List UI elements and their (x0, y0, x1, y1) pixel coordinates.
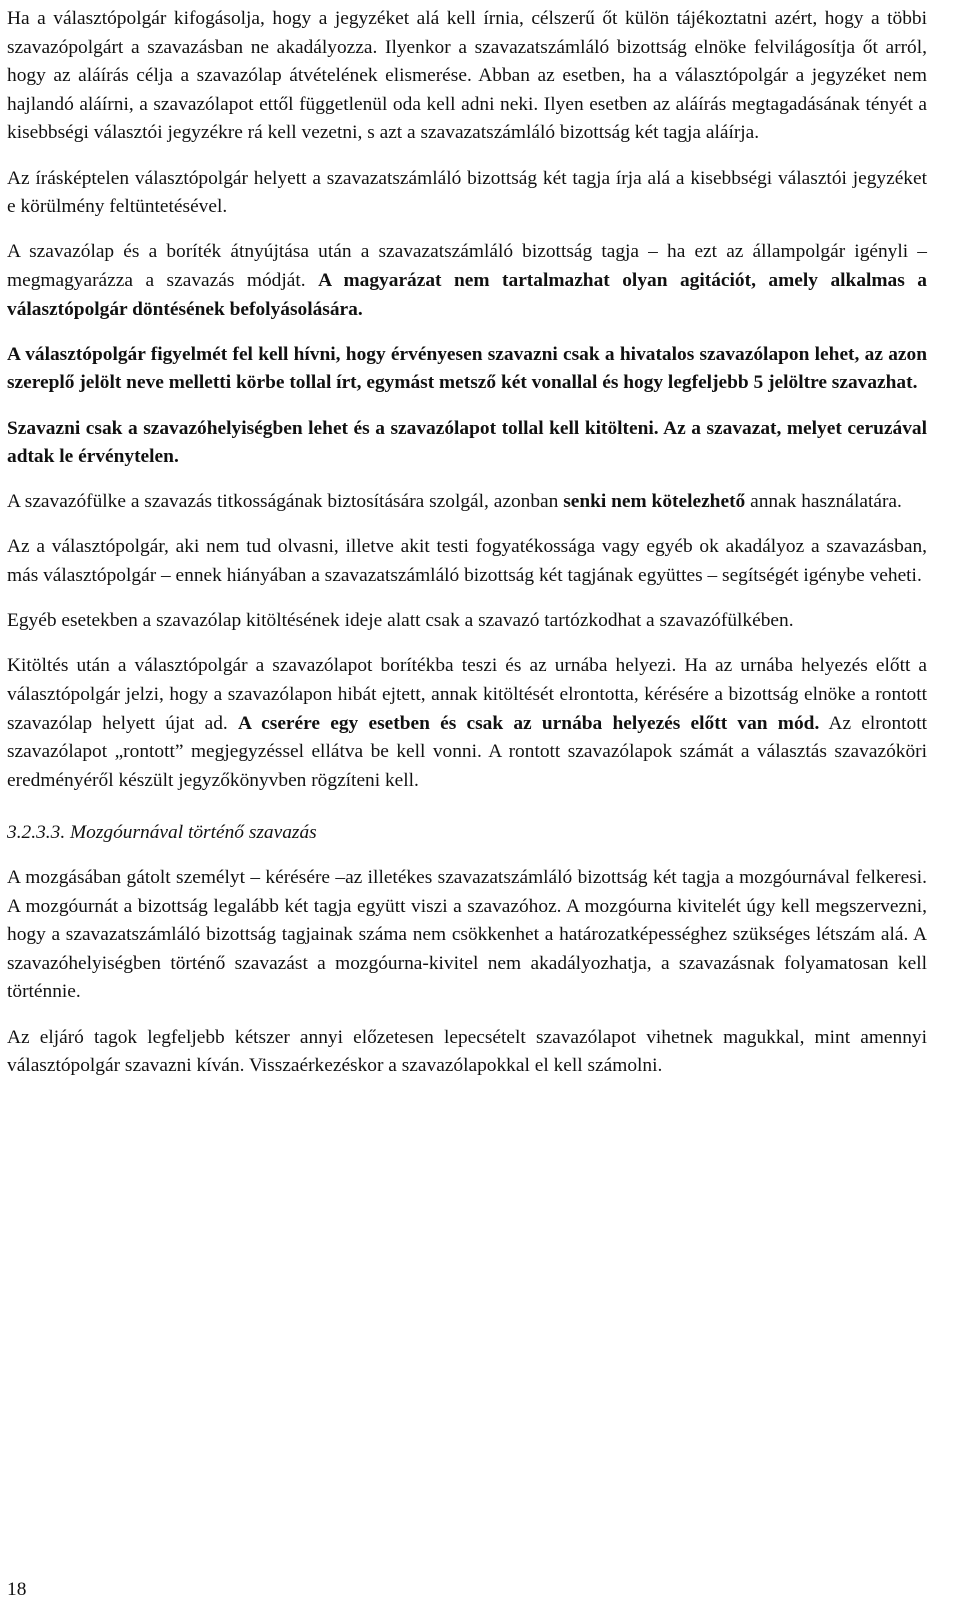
paragraph (7, 238, 927, 324)
bold-text: A választópolgár figyelmét fel kell hívni, hogy érvényesen szavazni csak a hivatalos szavazólapon lehet, az azon szereplő jelölt neve melletti körbe tollal írt, egymást metsző két vonallal és hogy legfeljebb 5 jelöltre szavazhat. (7, 343, 927, 394)
bold-text: A cserére egy esetben és csak az urnába helyezés előtt van mód. (238, 712, 820, 734)
bold-text: Szavazni csak a szavazóhelyiségben lehet és a szavazólapot tollal kell kitölteni. Az a szavazat, melyet ceruzával adtak le érvénytelen. (7, 417, 927, 468)
paragraph (7, 415, 927, 472)
paragraph-text: A szavazófülke a szavazás titkosságának biztosítására szolgál, azonban (7, 491, 564, 513)
paragraph-text: A szavazólap és a boríték átnyújtása után a szavazatszámláló bizottság tagja – ha ezt az állampolgár igényli – megmagyarázza a szavazás módját. (7, 241, 927, 291)
paragraph-text: Kitöltés után a választópolgár a szavazólapot borítékba teszi és az urnába helyezi. Ha az urnába helyezés előtt a választópolgár jelzi, hogy a szavazólapon hibát ejtett, annak kitöltését elrontotta, kérésére a bizottság elnöke a rontott szavazólap helyett újat ad. (7, 655, 927, 734)
paragraph: A mozgásában gátolt személyt – kérésére –az illetékes szavazatszámláló bizottság két tagja a mozgóurnával felkeresi. A mozgóurnát a bizottság legalább két tagja együtt viszi a szavazóhoz. A mozgóurna kivitelét úgy kell megszervezni, hogy a szavazatszámláló bizottság tagjainak száma nem csökkenhet a határozatképességhez szükséges létszám alá. A szavazóhelyiségben történő szavazást a mozgóurna-kivitel nem akadályozhatja, a szavazásnak folyamatosan kell történnie. (7, 867, 927, 1003)
bold-text: A magyarázat nem tartalmazhat olyan agitációt, amely alkalmas a választópolgár döntésének befolyásolására. (7, 269, 927, 320)
page-number: 18 (7, 1579, 27, 1600)
paragraph (7, 488, 927, 517)
bold-text: senki nem kötelezhető (563, 491, 746, 513)
paragraph: Az eljáró tagok legfeljebb kétszer annyi előzetesen lepecsételt szavazólapot vihetnek magukkal, mint amennyi választópolgár szavazni kíván. Visszaérkezéskor a szavazólapokkal el kell számolni. (7, 1026, 927, 1077)
paragraph-text: annak használatára. (745, 491, 902, 513)
paragraph: Az a választópolgár, aki nem tud olvasni, illetve akit testi fogyatékossága vagy egyéb ok akadályoz a szavazásban, más választópolgár – ennek hiányában a szavazatszámláló bizottság két tagjának együttes – segítségét igénybe veheti. (7, 536, 927, 587)
paragraph (7, 341, 927, 398)
paragraph: Egyéb esetekben a szavazólap kitöltésének ideje alatt csak a szavazó tartózkodhat a szavazófülkében. (7, 610, 794, 632)
section-heading: 3.2.3.3. Mozgóurnával történő szavazás (7, 822, 317, 844)
paragraph (7, 652, 927, 795)
document-page (7, 5, 927, 1097)
paragraph-text: Az elrontott szavazólapot „rontott” megjegyzéssel ellátva be kell vonni. A rontott szavazólapok számát a választás szavazóköri eredményéről készült jegyzőkönyvben rögzíteni kell. (7, 712, 928, 791)
paragraph: Az írásképtelen választópolgár helyett a szavazatszámláló bizottság két tagja írja alá a kisebbségi választói jegyzéket e körülmény feltüntetésével. (7, 167, 927, 218)
paragraph: Ha a választópolgár kifogásolja, hogy a jegyzéket alá kell írnia, célszerű őt külön tájékoztatni azért, hogy a többi szavazópolgárt a szavazásban ne akadályozza. Ilyenkor a szavazatszámláló bizottság elnöke felvilágosítja őt arról, hogy az aláírás célja a szavazólap átvételének elismerése. Abban az esetben, ha a választópolgár a jegyzéket nem hajlandó aláírni, a szavazólapot ettől függetlenül oda kell adni neki. Ilyen esetben az aláírás megtagadásának tényét a kisebbségi választói jegyzékre rá kell vezetni, s azt a szavazatszámláló bizottság két tagja aláírja. (7, 8, 927, 144)
